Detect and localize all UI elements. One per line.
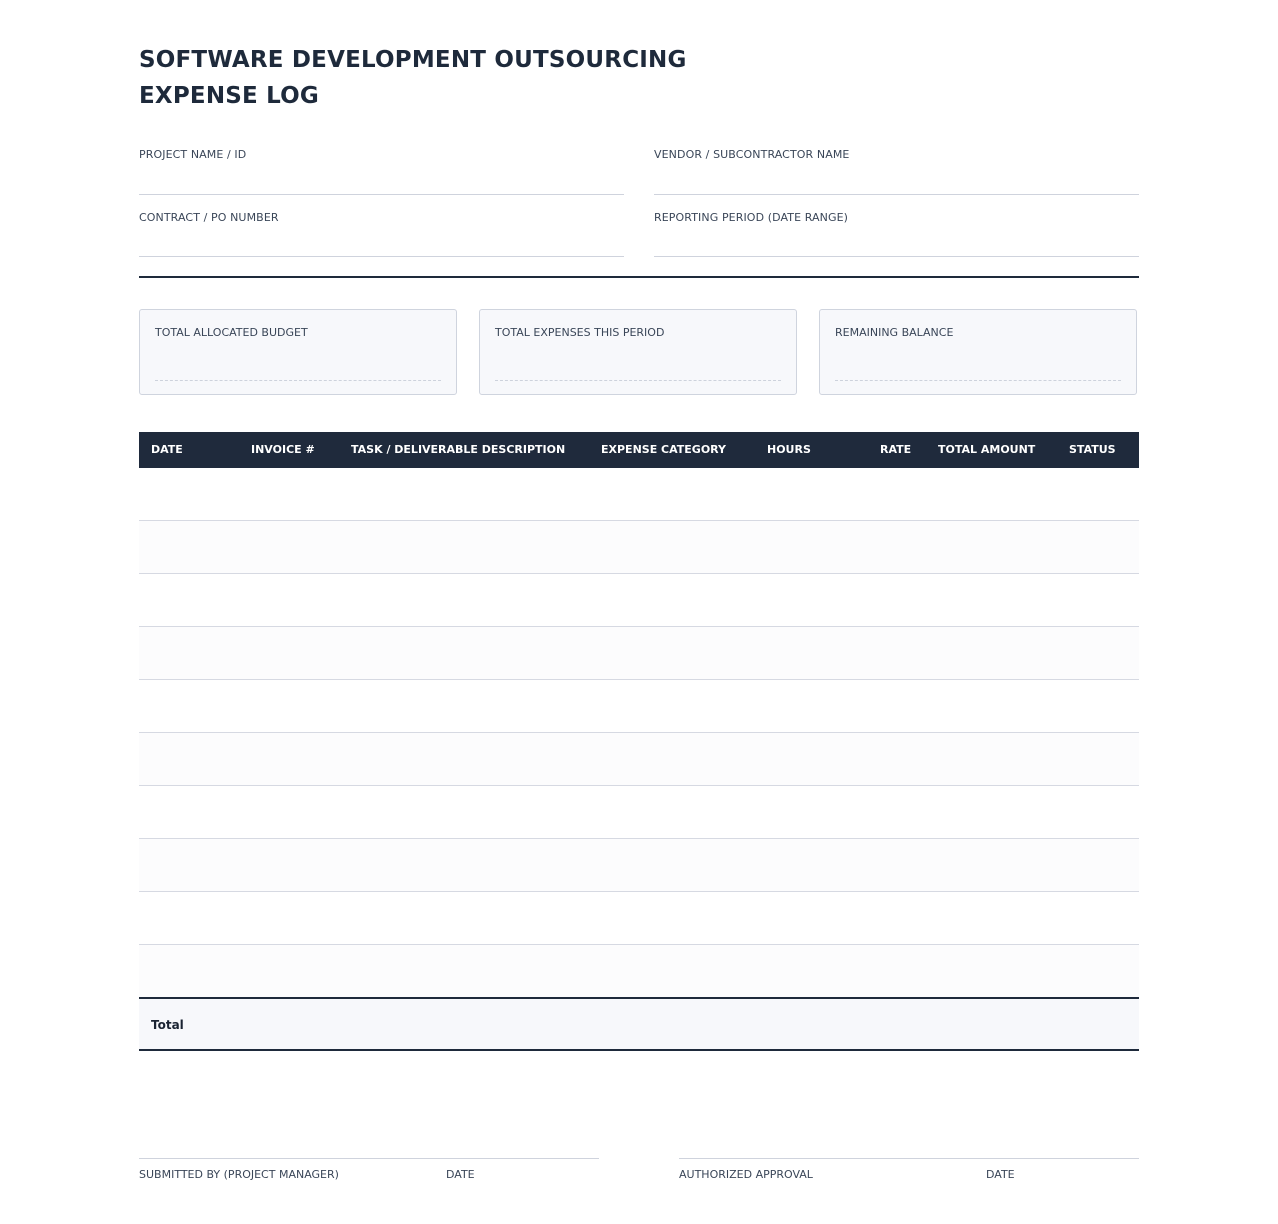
reporting-period-line <box>654 256 1139 257</box>
total-expenses-label: TOTAL EXPENSES THIS PERIOD <box>495 326 665 339</box>
page-title: SOFTWARE DEVELOPMENT OUTSOURCING EXPENSE LOG <box>139 47 687 109</box>
project-name-field[interactable] <box>139 148 624 195</box>
table-row[interactable] <box>139 680 1139 733</box>
project-name-label: PROJECT NAME / ID <box>139 148 247 161</box>
remaining-balance-box[interactable] <box>819 309 1137 395</box>
table-row[interactable] <box>139 733 1139 786</box>
table-row[interactable] <box>139 574 1139 627</box>
submitted-by-label: SUBMITTED BY (PROJECT MANAGER) <box>139 1168 339 1181</box>
total-budget-entry-line <box>155 380 441 381</box>
reporting-period-label: REPORTING PERIOD (DATE RANGE) <box>654 211 849 224</box>
section-divider <box>139 276 1139 278</box>
total-expenses-box[interactable] <box>479 309 797 395</box>
contract-number-line <box>139 256 624 257</box>
column-header-category: EXPENSE CATEGORY <box>601 443 727 456</box>
table-row[interactable] <box>139 627 1139 680</box>
table-row[interactable] <box>139 892 1139 945</box>
table-row[interactable] <box>139 468 1139 521</box>
reporting-period-field[interactable] <box>654 211 1139 258</box>
column-header-date: DATE <box>151 443 183 456</box>
contract-number-label: CONTRACT / PO NUMBER <box>139 211 279 224</box>
submitted-date-label: DATE <box>446 1168 475 1181</box>
authorized-approval-label: AUTHORIZED APPROVAL <box>679 1168 813 1181</box>
table-total-row[interactable] <box>139 997 1139 1051</box>
approval-signature-line[interactable] <box>679 1158 1139 1159</box>
table-row[interactable] <box>139 839 1139 892</box>
total-budget-label: TOTAL ALLOCATED BUDGET <box>155 326 308 339</box>
column-header-hours: HOURS <box>767 443 811 456</box>
column-header-total-amount: TOTAL AMOUNT <box>938 443 1036 456</box>
contract-number-field[interactable] <box>139 211 624 258</box>
project-name-line <box>139 194 624 195</box>
total-expenses-entry-line <box>495 380 781 381</box>
column-header-status: STATUS <box>1069 443 1116 456</box>
table-row[interactable] <box>139 521 1139 574</box>
column-header-invoice: INVOICE # <box>251 443 315 456</box>
remaining-balance-entry-line <box>835 380 1121 381</box>
remaining-balance-label: REMAINING BALANCE <box>835 326 954 339</box>
table-row[interactable] <box>139 945 1139 997</box>
vendor-name-label: VENDOR / SUBCONTRACTOR NAME <box>654 148 850 161</box>
table-header <box>139 432 1139 468</box>
approval-date-label: DATE <box>986 1168 1015 1181</box>
submitted-signature-line[interactable] <box>139 1158 599 1159</box>
column-header-description: TASK / DELIVERABLE DESCRIPTION <box>351 443 566 456</box>
vendor-name-line <box>654 194 1139 195</box>
table-row[interactable] <box>139 786 1139 839</box>
total-label: Total <box>151 1018 184 1032</box>
total-budget-box[interactable] <box>139 309 457 395</box>
column-header-rate: RATE <box>880 443 912 456</box>
vendor-name-field[interactable] <box>654 148 1139 195</box>
